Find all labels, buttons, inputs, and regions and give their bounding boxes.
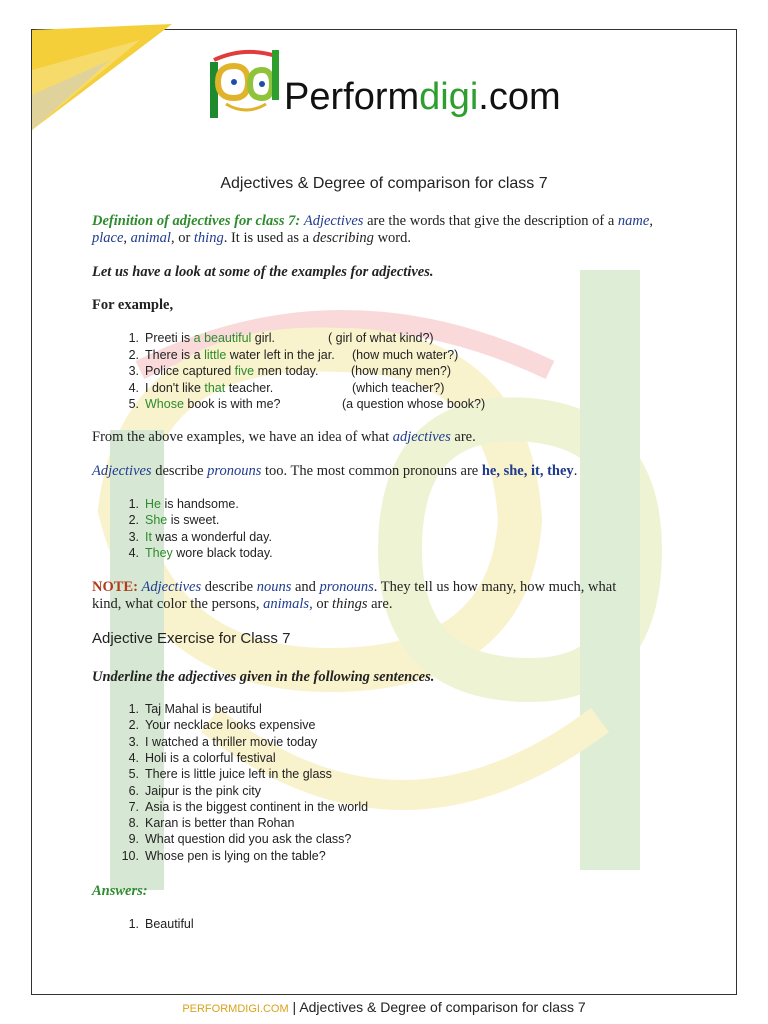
list-item (112, 497, 239, 513)
pronoun-text: is handsome. (160, 497, 239, 511)
pronouns-text: describe (151, 463, 208, 479)
list-number: 2. (128, 513, 139, 528)
example-adjective: five (234, 364, 255, 378)
list-number: 2. (128, 718, 139, 733)
list-item (112, 348, 335, 364)
list-number: 5. (128, 767, 139, 782)
note-term: Adjectives (141, 579, 202, 595)
list-item (112, 735, 317, 751)
exercise-instruction (92, 669, 662, 686)
list-item (112, 832, 351, 848)
example-text: teacher. (225, 380, 274, 395)
note-text: or (312, 596, 333, 612)
question-text: (how much water?) (352, 347, 459, 362)
term-animal: animal (130, 230, 171, 246)
example-text: water left in the jar. (226, 347, 335, 362)
exercise-heading: Adjective Exercise for Class 7 (92, 630, 291, 647)
list-number: 3. (128, 529, 139, 544)
note-text: describe (201, 579, 257, 595)
note-nouns: nouns (256, 579, 292, 595)
list-item (112, 718, 315, 734)
idea-text: From the above examples, we have an idea of what (92, 429, 393, 445)
pronouns-text: . (573, 463, 578, 479)
exercise-sentence: Jaipur is the pink city (145, 783, 262, 798)
list-number: 1. (128, 497, 139, 511)
example-text: men today. (254, 364, 319, 378)
exercise-sentence: I watched a thriller movie today (145, 734, 318, 749)
pronouns-term: Adjectives (92, 463, 152, 479)
note-animals: animals, (263, 596, 313, 612)
exercise-sentence: Holi is a colorful festival (145, 750, 276, 765)
for-example-label (92, 297, 662, 314)
brand-main: Perform (284, 76, 420, 118)
pronouns-list: he, she, it, they (481, 463, 574, 479)
page-footer (0, 999, 768, 1015)
example-question (328, 331, 434, 347)
pronoun-highlight: She (145, 513, 168, 528)
pronoun-text: wore black today. (172, 545, 273, 560)
term-describing: describing (312, 230, 374, 246)
pronoun-highlight: He (145, 497, 161, 511)
list-item (112, 816, 294, 832)
question-text: (a question whose book?) (342, 397, 486, 411)
definition-term: Adjectives (303, 213, 364, 229)
list-item (112, 546, 273, 562)
idea-paragraph (92, 429, 662, 446)
list-number: 4. (128, 750, 139, 765)
list-number: 4. (128, 545, 139, 560)
list-item (112, 784, 261, 800)
list-item (112, 397, 280, 413)
look-line (92, 264, 662, 281)
list-item (112, 364, 318, 380)
exercise-sentence: Whose pen is lying on the table? (145, 848, 326, 863)
list-item (112, 767, 332, 783)
instruction-text: Underline the adjectives given in the following sentences. (92, 669, 435, 685)
example-question (352, 381, 444, 397)
example-text: There is a (145, 347, 205, 362)
pronouns-text: too. The most common pronouns are (261, 463, 482, 479)
example-question (342, 397, 485, 413)
pronoun-text: is sweet. (167, 513, 220, 528)
term-name: name (617, 213, 650, 229)
definition-paragraph (92, 213, 662, 247)
example-adjective: little (204, 347, 227, 362)
pronoun-highlight: It (145, 529, 152, 544)
note-text: kind, what color the persons, (92, 596, 264, 612)
page-title: Adjectives & Degree of comparison for class 7 (220, 175, 548, 192)
answers-label-text: Answers: (92, 883, 148, 899)
list-number: 5. (128, 397, 139, 411)
footer-site: PERFORMDIGI.COM (182, 1003, 289, 1015)
list-item (112, 702, 262, 718)
list-number: 1. (128, 331, 139, 345)
example-text: Preeti is (145, 331, 194, 345)
pronoun-highlight: They (145, 545, 173, 560)
list-item (112, 530, 272, 546)
pronoun-text: was a wonderful day. (151, 529, 272, 544)
example-adjective: Whose (145, 397, 184, 411)
definition-lead: Definition of adjectives for class 7: (92, 213, 301, 229)
brand-suffix: .com (478, 76, 561, 118)
example-text: book is with me? (183, 397, 281, 411)
question-text: (which teacher?) (352, 380, 445, 395)
definition-text: are the words that give the description of a (363, 213, 615, 229)
example-text: Police captured (145, 364, 235, 378)
note-text: are. (367, 596, 393, 612)
example-adjective: that (204, 380, 226, 395)
idea-text: are. (450, 429, 476, 445)
separator: , (649, 213, 653, 229)
list-number: 10. (121, 848, 139, 863)
brand-wordmark (284, 78, 561, 116)
footer-title: Adjectives & Degree of comparison for class 7 (299, 999, 586, 1015)
example-question (352, 348, 458, 364)
note-text: and (291, 579, 320, 595)
list-number: 4. (128, 380, 139, 395)
term-thing: thing (193, 230, 224, 246)
list-number: 1. (128, 917, 139, 931)
note-text: . They tell us how many, how much, what (373, 579, 617, 595)
exercise-sentence: Taj Mahal is beautiful (145, 702, 262, 716)
list-number: 3. (128, 364, 139, 378)
separator: , or (170, 230, 194, 246)
list-item (112, 800, 368, 816)
list-item (112, 849, 326, 865)
definition-text: word. (373, 230, 411, 246)
definition-text: . It is used as a (223, 230, 313, 246)
pd-logo-icon (206, 44, 286, 120)
list-number: 7. (128, 799, 139, 814)
list-item (112, 513, 219, 529)
answers-label (92, 883, 662, 900)
exercise-sentence: What question did you ask the class? (145, 832, 352, 847)
pronouns-paragraph (92, 463, 662, 480)
note-paragraph (92, 579, 662, 613)
brand-accent: digi (419, 76, 479, 118)
idea-term: adjectives (392, 429, 451, 445)
for-example-text: For example, (92, 297, 174, 313)
pronouns-word: pronouns (207, 463, 262, 479)
exercise-sentence: Asia is the biggest continent in the world (145, 799, 369, 814)
list-number: 9. (128, 832, 139, 847)
question-text: (how many men?) (351, 364, 452, 378)
look-line-text: Let us have a look at some of the examples for adjectives. (92, 264, 434, 280)
term-place: place (92, 230, 124, 246)
corner-ribbon-decoration (0, 0, 180, 130)
example-text: I don't like (145, 380, 205, 395)
example-adjective: a beautiful (193, 331, 252, 345)
list-item (112, 751, 276, 767)
list-item (112, 331, 275, 347)
footer-separator: | (288, 999, 300, 1015)
list-number: 2. (128, 347, 139, 362)
example-question (351, 364, 451, 380)
note-label: NOTE: (92, 579, 138, 595)
list-number: 1. (128, 702, 139, 716)
list-number: 8. (128, 816, 139, 831)
separator: , (123, 230, 131, 246)
note-pronouns: pronouns (319, 579, 374, 595)
question-text: ( girl of what kind?) (328, 331, 434, 345)
answer-text: Beautiful (145, 917, 194, 931)
exercise-sentence: There is little juice left in the glass (145, 767, 332, 782)
note-things: things (332, 596, 368, 612)
list-item (112, 381, 273, 397)
exercise-sentence: Karan is better than Rohan (145, 816, 295, 831)
list-number: 6. (128, 783, 139, 798)
list-number: 3. (128, 734, 139, 749)
list-item (112, 917, 194, 933)
example-text: girl. (251, 331, 275, 345)
exercise-sentence: Your necklace looks expensive (145, 718, 316, 733)
